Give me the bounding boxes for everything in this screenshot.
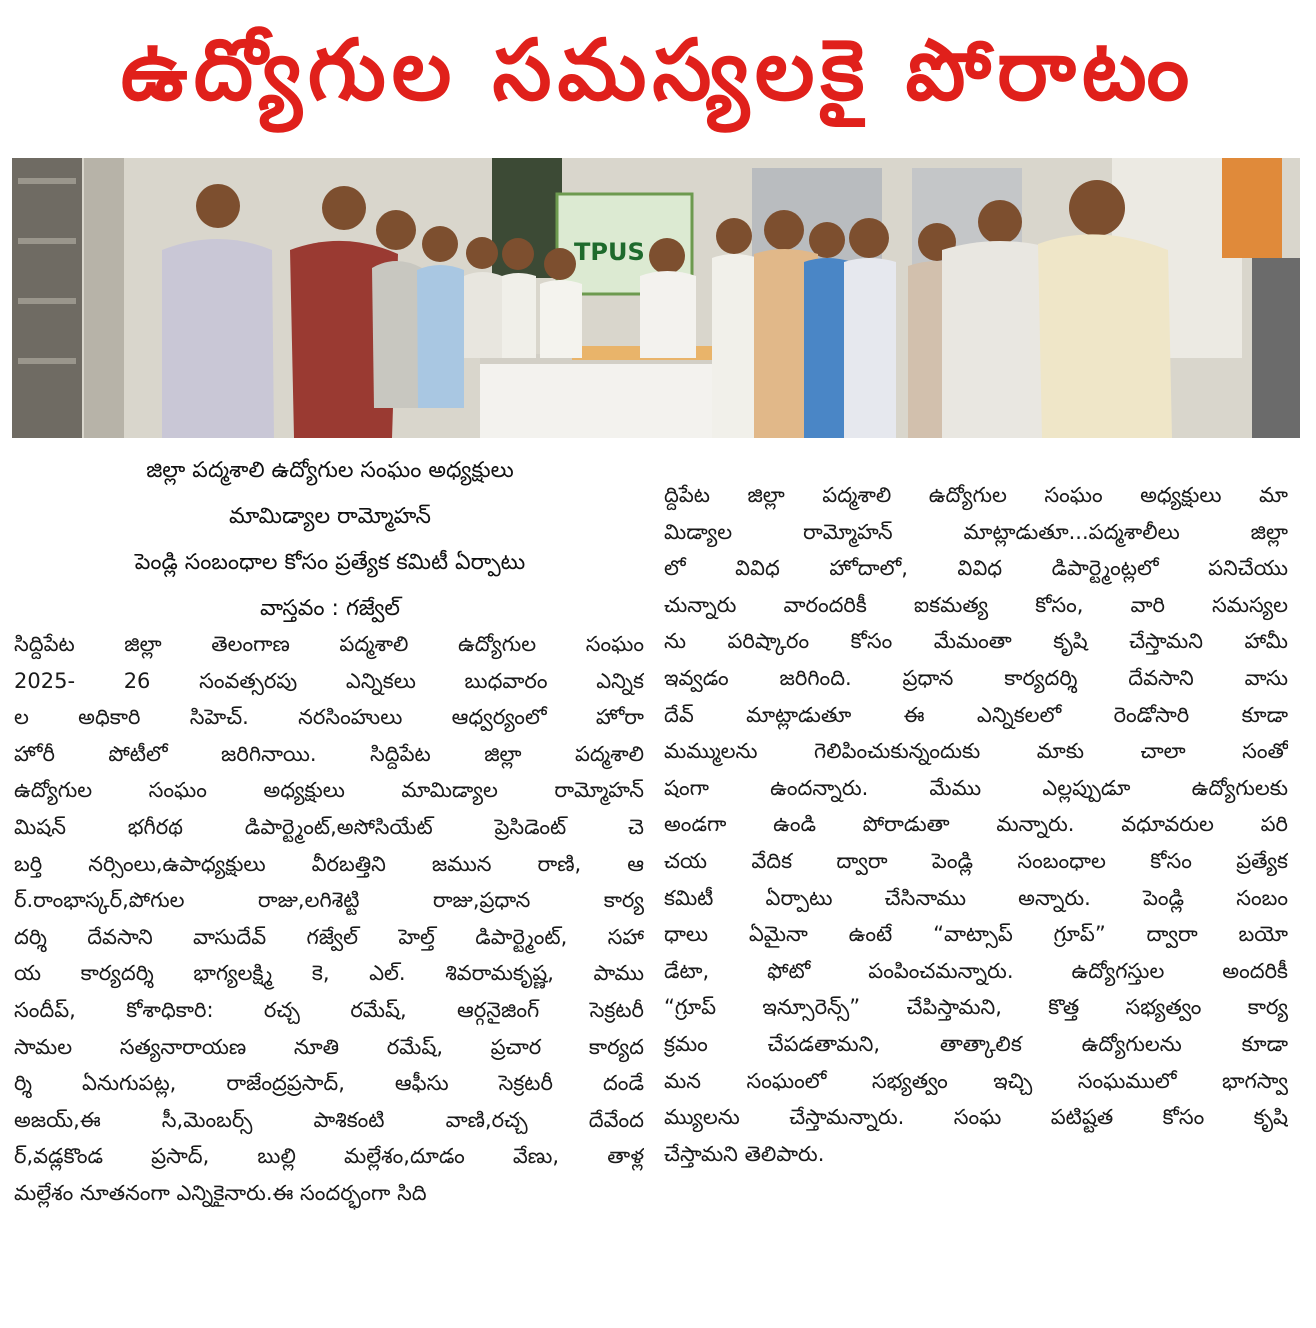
body-line: మిషన్ భగీరథ డిపార్ట్మెంట్,అసోసియేట్ ప్రెసిడెంట్ చె (14, 814, 644, 839)
subheads (14, 448, 646, 632)
body-line: సిద్దిపేట జిల్లా తెలంగాణ పద్మశాలి ఉద్యోగుల సంఘం (14, 632, 644, 656)
group-photo (12, 158, 1300, 438)
subhead-president: జిల్లా పద్మశాలి ఉద్యోగుల సంఘం అధ్యక్షులు (146, 458, 514, 483)
body-line: సందీప్, కోశాధికారి: రచ్చ రమేష్, ఆర్గనైజింగ్ సెక్రటరీ (14, 997, 644, 1022)
body-line: ర్.రాంభాస్కర్,పోగుల రాజు,లగిశెట్టి రాజు,ప్రధాన కార్య (14, 888, 644, 913)
body-line: దర్శి దేవసాని వాసుదేవ్ గజ్వేల్ హెల్త్ డిపార్ట్మెంట్, సహా (14, 924, 644, 949)
body-line: ర్శి ఏనుగుపట్ల, రాజేంద్రప్రసాద్, ఆఫీసు సెక్రటరీ దండే (14, 1071, 644, 1096)
body-line: క్రమం చేపడతామని, తాత్కాలిక ఉద్యోగులను కూడా (664, 1031, 1288, 1056)
body-line: చయ వేదిక ద్వారా పెండ్లి సంబంధాల కోసం ప్రత్యేక (664, 848, 1288, 873)
body-line: బర్తి నర్సింలు,ఉపాధ్యక్షులు వీరబత్తిని జమున రాణి, ఆ (14, 851, 644, 876)
subhead-committee: పెండ్లి సంబంధాల కోసం ప్రత్యేక కమిటీ ఏర్పాటు (134, 550, 526, 575)
body-line: అండగా ఉండి పోరాడుతా మన్నారు. వధూవరుల పరి (664, 812, 1288, 837)
body-line: ర్,వడ్లకొండ ప్రసాద్, బుల్లి మల్లేశం,దూడం వేణు, తాళ్ల (14, 1144, 644, 1169)
headline: ఉద్యోగుల సమస్యలకై పోరాటం (120, 21, 1196, 119)
body-line: చున్నారు వారందరికీ ఐకమత్య కోసం, వారి సమస్యల (664, 592, 1288, 617)
body-line: మిడ్యాల రామ్మోహన్ మాట్లాడుతూ...పద్మశాలీలు జిల్లా (664, 519, 1288, 544)
body-line: “గ్రూప్ ఇన్సూరెన్స్” చేపిస్తామని, కొత్త సభ్యత్వం కార్య (664, 995, 1288, 1020)
body-line: 2025- 26 సంవత్సరపు ఎన్నికలు బుధవారం ఎన్నిక (14, 668, 644, 693)
body-line: హోరీ పోటీలో జరిగినాయి. సిద్దిపేట జిల్లా పద్మశాలి (14, 741, 644, 766)
body-line: మన సంఘంలో సభ్యత్వం ఇచ్చి సంఘములో భాగస్వా (664, 1068, 1288, 1093)
body-line: ల అధికారి సిహెచ్. నరసింహులు ఆధ్వర్యంలో హోరా (14, 705, 644, 730)
article-right-column (664, 477, 1288, 1297)
body-line: ఇవ్వడం జరిగింది. ప్రధాన కార్యదర్శి దేవసాని వాసు (664, 665, 1288, 690)
body-line: అజయ్,ఈ సీ,మెంబర్స్ పాశికంటి వాణి,రచ్చ దేవేంద (14, 1107, 644, 1132)
body-line: ధాలు ఏమైనా ఉంటే “వాట్సాప్ గ్రూప్” ద్వారా బయో (664, 922, 1288, 947)
body-line: మమ్ములను గెలిపించుకున్నందుకు మాకు చాలా సంతో (664, 739, 1288, 764)
body-line: ను పరిష్కారం కోసం మేమంతా కృషి చేస్తామని హామీ (664, 629, 1288, 654)
body-line: దేవ్ మాట్లాడుతూ ఈ ఎన్నికలలో రెండోసారి కూడా (664, 702, 1288, 727)
body-line: కమిటీ ఏర్పాటు చేసినాము అన్నారు. పెండ్లి సంబం (664, 885, 1288, 910)
body-line: షంగా ఉందన్నారు. మేము ఎల్లప్పుడూ ఉద్యోగులకు (664, 775, 1288, 800)
body-line: ఉద్యోగుల సంఘం అధ్యక్షులు మామిడ్యాల రామ్మోహన్ (14, 778, 644, 803)
subhead-name: మామిడ్యాల రామ్మోహన్ (229, 504, 431, 529)
body-line: మ్యులను చేస్తామన్నారు. సంఘ పటిష్టత కోసం కృషి (664, 1105, 1288, 1130)
body-line: లో వివిధ హోదాలో, వివిధ డిపార్ట్మెంట్లలో పనిచేయు (664, 556, 1288, 581)
dateline: వాస్తవం : గజ్వేల్ (259, 596, 401, 621)
body-line: డేటా, ఫోటో పంపించమన్నారు. ఉద్యోగస్తుల అందరికీ (664, 958, 1288, 983)
body-line: ద్దిపేట జిల్లా పద్మశాలి ఉద్యోగుల సంఘం అధ్యక్షులు మా (664, 483, 1288, 507)
banner-text: TPUS (574, 238, 645, 266)
body-line: మల్లేశం నూతనంగా ఎన్నికైనారు.ఈ సందర్భంగా సిది (14, 1180, 427, 1205)
body-line: సామల సత్యనారాయణ నూతి రమేష్, ప్రచార కార్యద (14, 1034, 644, 1059)
body-line: చేస్తామని తెలిపారు. (664, 1141, 825, 1166)
body-line: య కార్యదర్శి భాగ్యలక్ష్మి కె, ఎల్. శివరామకృష్ణ, పాము (14, 961, 644, 986)
article-left-column (14, 626, 644, 1326)
